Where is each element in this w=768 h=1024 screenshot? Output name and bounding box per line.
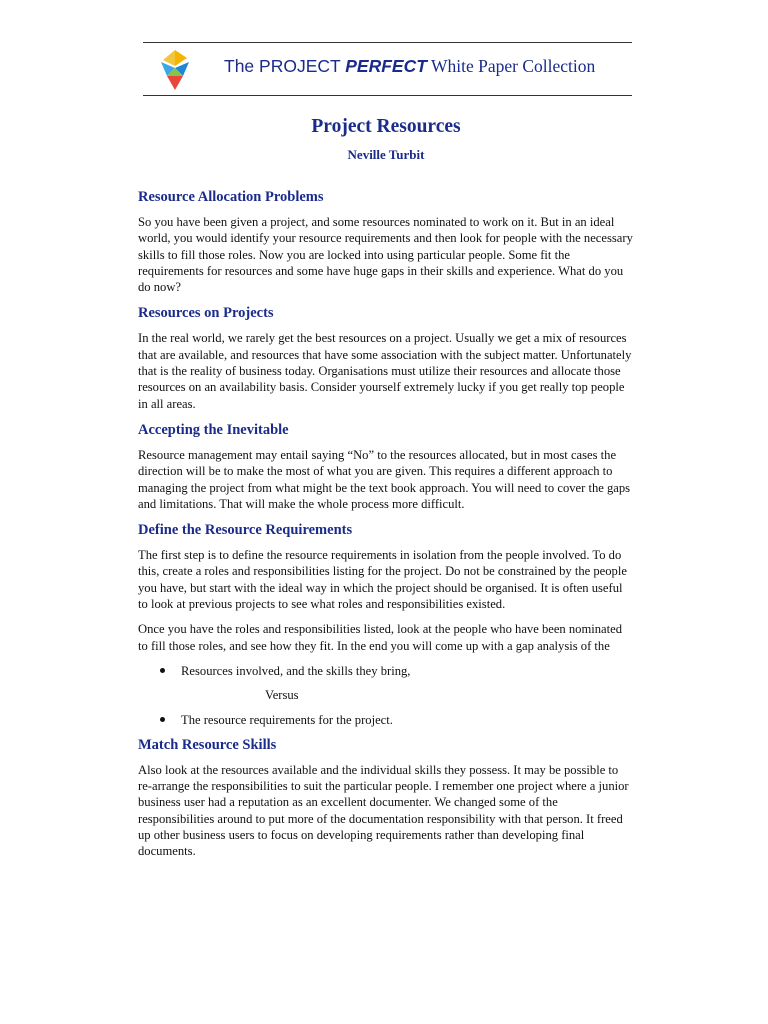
- section-paragraph: So you have been given a project, and some resources nominated to work on it. But in an ideal world, you would identify your resource requirements and then look for people with the necessary skills to fill those roles. Now you are locked into using particular people. Some fit the requirements for resources and some have huge gaps in their skills and experience. What do you do now?: [138, 215, 633, 295]
- title-suffix: White Paper Collection: [426, 56, 596, 76]
- section-paragraph: Once you have the roles and responsibilities listed, look at the people who have been nominated to fill those roles, and see how they fit. In the end you will come up with a gap analysis of the: [138, 622, 623, 653]
- bullet-icon: [160, 717, 165, 722]
- section-heading: Define the Resource Requirements: [138, 522, 353, 539]
- bullet-icon: [160, 668, 165, 673]
- title-prefix: The PROJECT: [224, 56, 346, 76]
- document-body: [138, 116, 634, 869]
- list-item: [138, 712, 634, 728]
- section-paragraph: The first step is to define the resource requirements in isolation from the people involved. To do this, create a roles and responsibilities listing for the project. Do not be constrained by the people you have, but start with the ideal way in which the project should be organised. It is often useful to look at previous projects to see what roles and responsibilities existed.: [138, 548, 627, 612]
- section-define-resource-requirements: [138, 521, 634, 728]
- project-perfect-logo-icon: [157, 50, 193, 90]
- section-resource-allocation-problems: [138, 188, 634, 295]
- section-heading: Match Resource Skills: [138, 736, 277, 753]
- collection-title: [224, 56, 595, 77]
- bullet-list: [138, 712, 634, 728]
- section-paragraph: Resource management may entail saying “No” to the resources allocated, but in most cases the direction will be to make the most of what you are given. This requires a different approach to managing the project from what might be the text book approach. You will need to cover the gaps and limitations. That will make the whole process more difficult.: [138, 447, 631, 511]
- title-bold: PERFECT: [345, 56, 427, 76]
- section-heading: Resource Allocation Problems: [138, 189, 324, 205]
- section-accepting-the-inevitable: [138, 421, 634, 512]
- section-paragraph: In the real world, we rarely get the best resources on a project. Usually we get a mix of resources that are available, and resources that have some association with the subject matter. Unfortunately that is the reality of business today. Organisations must utilize their resources and allocate those resources on an availability basis. Consider yourself extremely lucky if you get really top people in all areas.: [138, 331, 632, 411]
- page-header: [143, 42, 632, 96]
- section-match-resource-skills: [138, 736, 634, 860]
- bullet-list: [138, 663, 634, 679]
- section-resources-on-projects: [138, 304, 634, 411]
- list-item-text: Resources involved, and the skills they bring,: [181, 663, 411, 678]
- list-item: [138, 663, 634, 679]
- section-paragraph: Also look at the resources available and the individual skills they possess. It may be possible to re-arrange the responsibilities to suit the particular people. I remember one project where a junior business user had a reputation as an excellent documenter. We changed some of the responsibilities around to put more of the documentation responsibility with that person. It freed up other business users to focus on developing requirements rather than developing final documents.: [138, 762, 629, 859]
- document-author: Neville Turbit: [347, 147, 425, 162]
- list-item-text: The resource requirements for the project.: [181, 712, 393, 727]
- document-title: Project Resources: [311, 116, 461, 137]
- section-heading: Resources on Projects: [138, 305, 274, 322]
- section-heading: Accepting the Inevitable: [138, 421, 289, 438]
- versus-text: Versus: [265, 688, 299, 703]
